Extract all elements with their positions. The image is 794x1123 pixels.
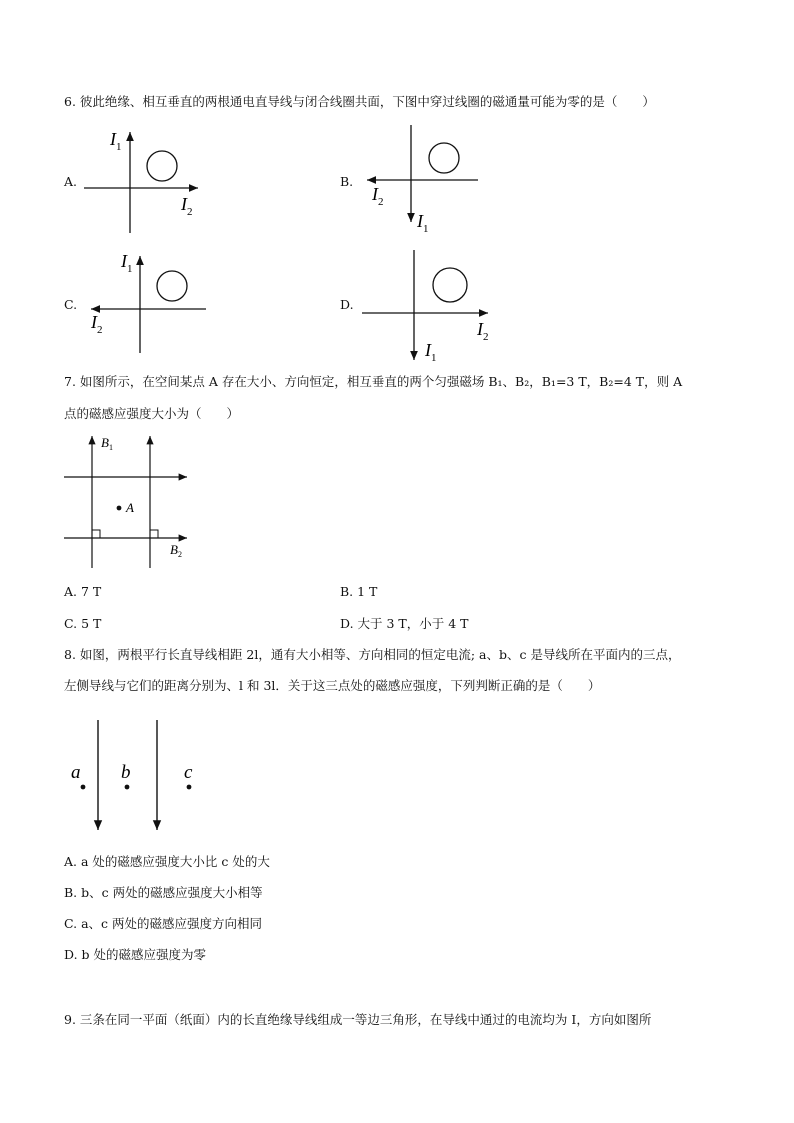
q7-figure [60, 432, 200, 572]
right-angle-mark [150, 530, 158, 538]
label-i1: $I_1$ [425, 340, 437, 364]
point-a-dot [117, 506, 122, 511]
q6-option-a-label[interactable]: A. [64, 174, 78, 189]
point-a-dot [81, 785, 86, 790]
q6-option-d-label[interactable]: D. [340, 297, 354, 312]
q6-figure-c [80, 250, 220, 360]
coil-loop [433, 268, 467, 302]
q6-figure-d [360, 246, 510, 368]
label-i2: $I_2$ [181, 194, 193, 218]
point-b-dot [125, 785, 130, 790]
q8-stem-line-2: 左侧导线与它们的距离分别为、l 和 3l．关于这三点处的磁感应强度，下列判断正确的是（ ） [64, 678, 601, 693]
point-a-label: a [71, 762, 81, 783]
q8-option-b[interactable]: B. b、c 两处的磁感应强度大小相等 [64, 885, 263, 900]
q7-option-c[interactable]: C. 5 T [64, 616, 102, 631]
q6-stem: 6. 彼此绝缘、相互垂直的两根通电直导线与闭合线圈共面，下图中穿过线圈的磁通量可能为零的是（ ） [64, 94, 655, 109]
coil-loop [429, 143, 459, 173]
label-i2: $I_2$ [477, 319, 489, 343]
label-i1: $I_1$ [121, 251, 133, 275]
label-b1: $B_1$ [101, 435, 113, 452]
q8-figure [64, 718, 214, 838]
q8-option-c[interactable]: C. a、c 两处的磁感应强度方向相同 [64, 916, 262, 931]
q6-figure-a [80, 125, 220, 235]
label-i2: $I_2$ [372, 184, 384, 208]
point-a-label: A [126, 500, 134, 515]
q8-stem-line-1: 8. 如图，两根平行长直导线相距 2l，通有大小相等、方向相同的恒定电流; a、b、c 是导线所在平面内的三点， [64, 647, 681, 662]
point-c-dot [187, 785, 192, 790]
q8-option-a[interactable]: A. a 处的磁感应强度大小比 c 处的大 [64, 854, 270, 869]
right-angle-mark [92, 530, 100, 538]
q6-figure-b [360, 122, 500, 242]
q7-stem-line-2: 点的磁感应强度大小为（ ） [64, 406, 240, 421]
q6-option-b-label[interactable]: B. [340, 174, 354, 189]
label-i1: $I_1$ [110, 129, 122, 153]
label-i2: $I_2$ [91, 312, 103, 336]
q7-option-a[interactable]: A. 7 T [64, 584, 102, 599]
label-i1: $I_1$ [417, 211, 429, 235]
q7-stem-line-1: 7. 如图所示，在空间某点 A 存在大小、方向恒定，相互垂直的两个匀强磁场 B₁、B₂，B₁=3 T，B₂=4 T，则 A [64, 374, 683, 389]
coil-loop [157, 271, 187, 301]
q7-option-d[interactable]: D. 大于 3 T，小于 4 T [340, 616, 469, 631]
q7-option-b[interactable]: B. 1 T [340, 584, 378, 599]
point-b-label: b [121, 762, 131, 783]
q8-option-d[interactable]: D. b 处的磁感应强度为零 [64, 947, 206, 962]
point-c-label: c [184, 762, 193, 783]
q6-option-c-label[interactable]: C. [64, 297, 78, 312]
q9-stem: 9. 三条在同一平面（纸面）内的长直绝缘导线组成一等边三角形，在导线中通过的电流均为 I，方向如图所 [64, 1012, 652, 1027]
coil-loop [147, 151, 177, 181]
label-b2: $B_2$ [170, 542, 182, 559]
